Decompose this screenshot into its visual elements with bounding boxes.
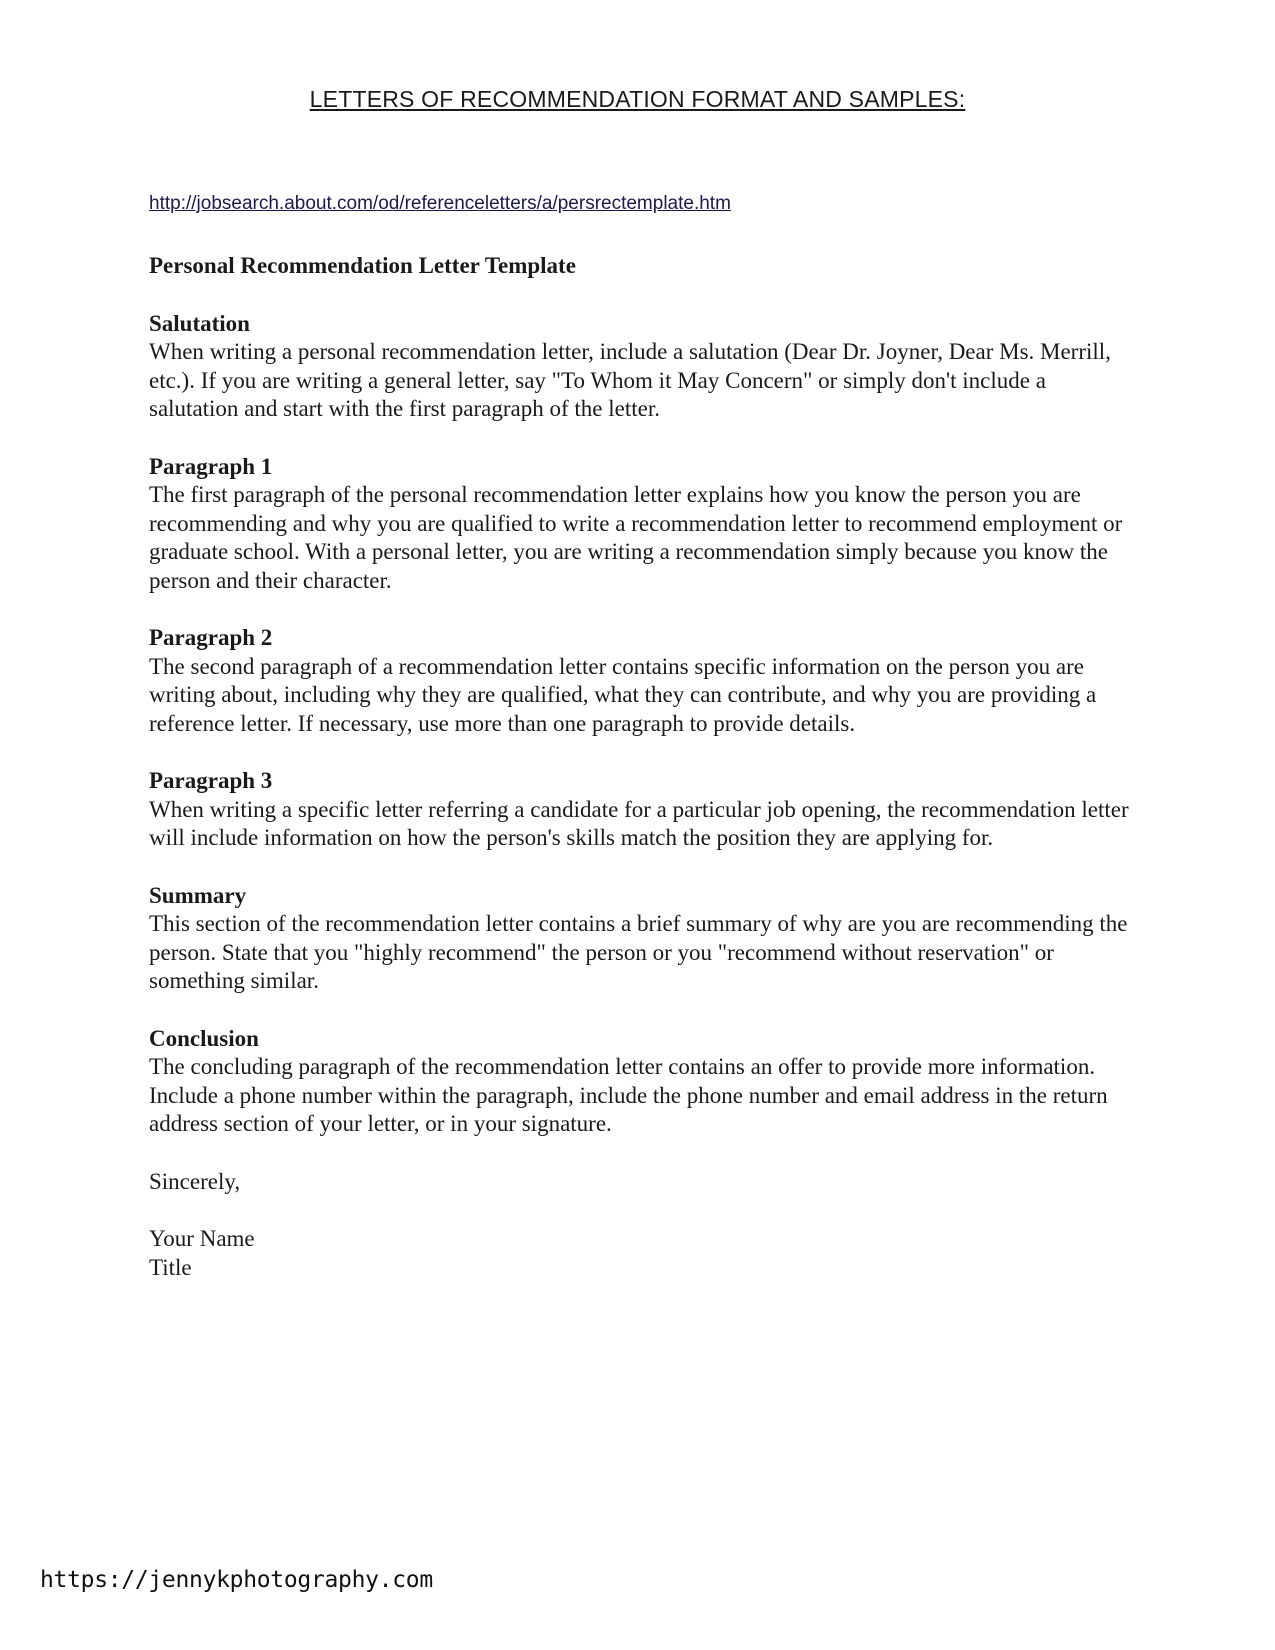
section-heading: Salutation	[149, 310, 250, 336]
section-heading: Summary	[149, 882, 247, 908]
section-heading: Paragraph 2	[149, 625, 273, 650]
section-conclusion	[149, 1025, 1129, 1139]
template-heading: Personal Recommendation Letter Template	[149, 253, 576, 278]
section-body: When writing a personal recommendation letter, include a salutation (Dear Dr. Joyner, Dear Ms. Merrill, etc.). If you are writing a general letter, say "To Whom it May Concern" or simply don't include a salutation and start with the first paragraph of the letter.	[149, 339, 1111, 421]
letter-template-content	[149, 252, 1129, 1282]
section-paragraph-3	[149, 767, 1129, 853]
section-body: The first paragraph of the personal recommendation letter explains how you know the person you are recommending and why you are qualified to write a recommendation letter to recommend employment or graduate school. With a personal letter, you are writing a recommendation simply because you know the person and their character.	[149, 482, 1123, 593]
section-paragraph-2	[149, 624, 1129, 738]
document-title: LETTERS OF RECOMMENDATION FORMAT AND SAMPLES:	[309, 86, 966, 112]
section-heading: Paragraph 1	[149, 453, 273, 479]
section-body: When writing a specific letter referring a candidate for a particular job opening, the recommendation letter will include information on how the person's skills match the position they are applying for.	[149, 796, 1129, 850]
signature-name: Your Name	[149, 1226, 255, 1251]
section-heading: Paragraph 3	[149, 768, 273, 793]
section-body: The second paragraph of a recommendation letter contains specific information on the person you are writing about, including why they are qualified, what they can contribute, and why you are providing a reference letter. If necessary, use more than one paragraph to provide details.	[149, 653, 1097, 736]
section-body: This section of the recommendation letter contains a brief summary of why are you are recommending the person. State that you "highly recommend" the person or you "recommend without reservation" or something similar.	[149, 911, 1128, 993]
signature-block	[149, 1225, 1129, 1282]
signature-title: Title	[149, 1254, 192, 1280]
footer-watermark-url: https://jennykphotography.com	[40, 1567, 433, 1593]
source-link[interactable]: http://jobsearch.about.com/od/referenceletters/a/persrectemplate.htm	[149, 193, 731, 214]
section-summary	[149, 882, 1129, 996]
section-body: The concluding paragraph of the recommendation letter contains an offer to provide more information. Include a phone number within the paragraph, include the phone number and email address in the return address section of your letter, or in your signature.	[149, 1054, 1108, 1136]
section-heading: Conclusion	[149, 1025, 259, 1051]
closing-salutation: Sincerely,	[149, 1168, 241, 1194]
section-salutation	[149, 310, 1129, 424]
section-paragraph-1	[149, 453, 1129, 596]
